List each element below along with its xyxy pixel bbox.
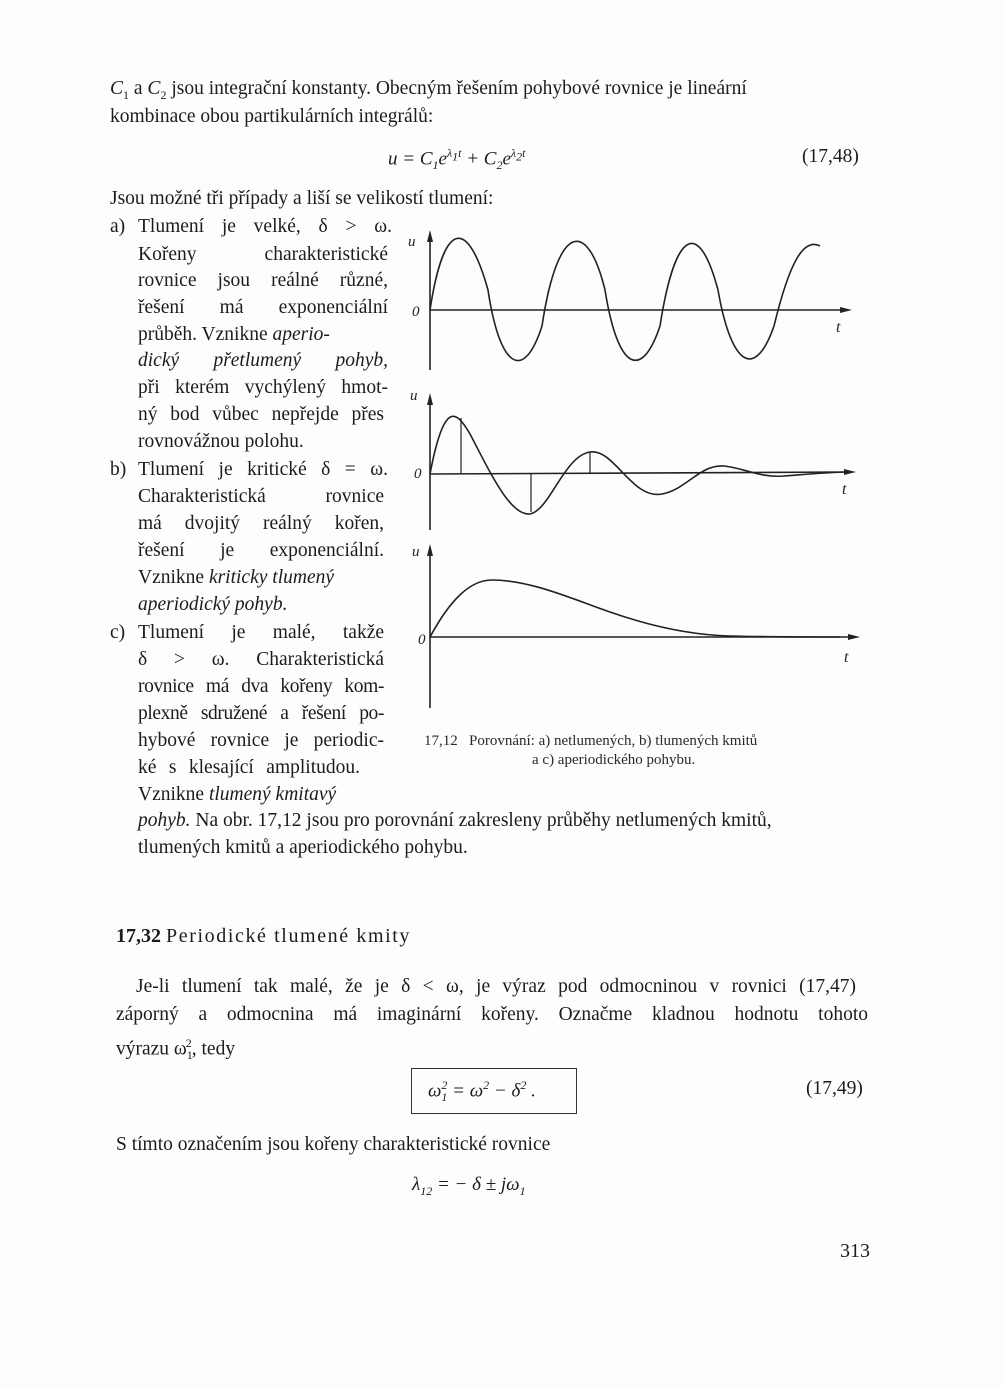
case-c-line-8: pohyb. Na obr. 17,12 jsou pro porovnání zakresleny průběhy netlumených kmitů,: [138, 810, 772, 831]
para2-line-3: výrazu $\omega_1^2$, tedy: [116, 1036, 236, 1063]
graph-b-u-arrow: [427, 393, 433, 405]
case-a-line-4: řešení má exponenciální: [138, 297, 388, 318]
cases-intro: Jsou možné tři případy a liší se velikostí tlumení:: [110, 188, 494, 209]
graph-a-curve: [430, 238, 820, 360]
case-a-line-3: rovnice jsou reálné různé,: [138, 270, 388, 291]
figure-caption-line-1: 17,12 Porovnání: a) netlumených, b) tlumených kmitů: [424, 733, 758, 749]
graph-b-t-axis: [430, 472, 852, 474]
case-b-line-6: aperiodický pohyb.: [138, 594, 288, 615]
graph-c-origin-label: 0: [418, 632, 426, 648]
graph-b-origin-label: 0: [414, 466, 422, 482]
graph-a-t-arrow: [840, 307, 852, 313]
case-a-line-6: dický přetlumený pohyb,: [138, 350, 388, 371]
intro-line-1: $C_1$ a $C_2$ jsou integrační konstanty. Obecným řešením pohybové rovnice je lineární: [110, 78, 747, 102]
case-c-line-7: Vznikne tlumený kmitavý: [138, 784, 337, 805]
equation-17-48: $u = C_1e^{\lambda_1t} + C_2e^{\lambda_2t}$: [388, 146, 526, 173]
graph-b-t-label: t: [842, 481, 847, 498]
para2-line-2: záporný a odmocnina má imaginární kořeny. Označme kladnou hodnotu tohoto: [116, 1004, 868, 1025]
case-a-label: a): [110, 216, 126, 237]
equation-number-17-49: (17,49): [806, 1078, 863, 1099]
case-b-line-2: Charakteristická rovnice: [138, 486, 384, 507]
case-a-line-7: při kterém vychýlený hmot-: [138, 377, 388, 398]
equation-17-49: $\omega_1^2 = \omega^2 - \delta^2$ .: [428, 1078, 536, 1105]
case-a-line-9: rovnovážnou polohu.: [138, 431, 304, 452]
case-c-label: c): [110, 622, 126, 643]
para2-line-1: Je-li tlumení tak malé, že je δ < ω, je výraz pod odmocninou v rovnici (17,47): [136, 976, 856, 997]
graph-b-u-label: u: [410, 388, 418, 404]
case-c-line-4: plexně sdružené a řešení po-: [138, 703, 384, 724]
intro-line-2: kombinace obou partikulárních integrálů:: [110, 106, 434, 127]
page-number: 313: [840, 1240, 870, 1262]
graph-a-origin-label: 0: [412, 304, 420, 320]
case-a-line-5: průběh. Vznikne aperio-: [138, 324, 330, 345]
graph-c-u-label: u: [412, 544, 420, 560]
graph-c-t-label: t: [844, 649, 849, 666]
graph-c-u-arrow: [427, 544, 433, 556]
case-b-line-4: řešení je exponenciální.: [138, 540, 384, 561]
case-c-line-9: tlumených kmitů a aperiodického pohybu.: [138, 837, 468, 858]
equation-number-17-48: (17,48): [802, 146, 859, 167]
graph-a-u-arrow: [427, 230, 433, 242]
figure-17-12: [400, 220, 870, 720]
case-b-label: b): [110, 459, 127, 480]
figure-caption-line-2: a c) aperiodického pohybu.: [532, 752, 696, 768]
equation-roots: $\lambda_{12}$ = − $\delta \pm j\omega_1$: [412, 1174, 526, 1198]
case-a-line-2: Kořeny charakteristické: [138, 244, 388, 265]
para3: S tímto označením jsou kořeny charakteristické rovnice: [116, 1134, 551, 1155]
case-c-line-3: rovnice má dva kořeny kom-: [138, 676, 384, 697]
case-c-line-2: δ > ω. Charakteristická: [138, 649, 384, 670]
case-b-line-5: Vznikne kriticky tlumený: [138, 567, 335, 588]
case-c-line-1: Tlumení je malé, takže: [138, 622, 384, 643]
graph-c-curve: [430, 580, 840, 637]
case-b-line-3: má dvojitý reálný kořen,: [138, 513, 384, 534]
graph-a-u-label: u: [408, 234, 416, 250]
case-b-line-1: Tlumení je kritické δ = ω.: [138, 459, 388, 480]
graph-a-t-label: t: [836, 319, 841, 336]
graph-b-curve: [430, 416, 852, 514]
section-heading: 17,32 Periodické tlumené kmity: [116, 925, 412, 947]
case-c-line-6: ké s klesající amplitudou.: [138, 757, 360, 778]
case-a-line-1: Tlumení je velké, δ > ω.: [138, 216, 392, 237]
case-a-line-8: ný bod vůbec nepřejde přes: [138, 404, 384, 425]
case-c-line-5: hybové rovnice je periodic-: [138, 730, 384, 751]
graph-c-t-arrow: [848, 634, 860, 640]
